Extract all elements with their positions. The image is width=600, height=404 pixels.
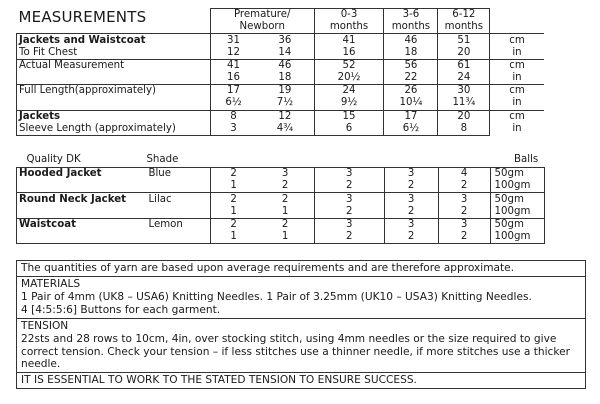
measurement-label: Full Length(approximately) [17,85,211,98]
measurement-unit: in [512,97,522,109]
yarn-row [17,206,587,219]
yarn-ball-count: 3 [384,193,438,206]
yarn-ball-weight: 100gm [490,206,544,219]
measurement-unit: cm [490,85,544,98]
measurement-value: 6½ [384,123,438,136]
yarn-header-row [17,152,587,168]
measurement-value: 18 [384,47,438,60]
measurement-unit: cm [490,110,544,123]
yarn-ball-count: 2 [384,180,438,193]
measurement-label: Jackets [17,110,211,123]
measurement-value: 52 [314,59,384,72]
garment-name: Round Neck Jacket [17,193,147,206]
yarn-row [17,180,587,193]
measurement-value: 4¾ [256,123,314,136]
garment-name [17,206,147,219]
garment-name [17,231,147,244]
measurement-value: 20 [438,110,490,123]
garment-shade: Lemon [146,218,210,231]
yarn-table [16,152,586,244]
materials-section [17,276,585,318]
size-header-6-12-2: months [438,21,490,34]
yarn-ball-count: 3 [384,168,438,181]
measurement-value: 46 [384,34,438,47]
yarn-ball-count: 1 [210,180,256,193]
measurement-label [17,97,211,110]
measurement-value: 15 [314,110,384,123]
yarn-balls-label: Balls [514,153,539,165]
measurement-value: 11¾ [438,97,490,110]
yarn-ball-count: 2 [210,168,256,181]
yarn-ball-count: 3 [438,193,490,206]
yarn-row [17,193,587,206]
measurement-value: 6 [314,123,384,136]
size-header-premature-2: Newborn [210,21,314,34]
measurement-value: 46 [256,59,314,72]
yarn-row [17,168,587,181]
measurement-value: 51 [438,34,490,47]
tension-section [17,318,585,373]
measurement-value: 20 [438,47,490,60]
yarn-ball-count: 3 [384,218,438,231]
yarn-ball-count: 3 [256,168,314,181]
materials-line-1: 1 Pair of 4mm (UK8 – USA6) Knitting Needles. 1 Pair of 3.25mm (UK10 – USA3) Knitting Needles. [21,290,532,303]
garment-name: Waistcoat [17,218,147,231]
notes-box [16,260,586,389]
yarn-ball-count: 2 [281,180,289,192]
measurement-value: 36 [256,34,314,47]
yarn-ball-count: 3 [314,193,384,206]
size-header-0-3-2: months [314,21,384,34]
measurement-row [17,59,586,72]
measurements-table [16,8,586,136]
size-header-0-3: 0-3 [314,9,384,22]
size-header-premature: Premature/ [210,9,314,22]
measurement-value: 7½ [276,97,294,109]
yarn-ball-count: 2 [384,206,438,219]
measurement-row [17,123,586,136]
yarn-shade-label: Shade [146,153,179,165]
yarn-ball-count: 1 [281,205,289,217]
yarn-ball-count: 2 [438,206,490,219]
yarn-ball-count: 3 [314,218,384,231]
yarn-ball-count: 2 [314,180,384,193]
yarn-ball-count: 3 [314,168,384,181]
yarn-ball-count: 2 [384,231,438,244]
measurement-value: 3 [210,123,256,136]
quantities-note [17,261,585,276]
measurement-value: 19 [256,85,314,98]
yarn-row [17,218,587,231]
measurement-value: 16 [314,47,384,60]
size-header-3-6: 3-6 [384,9,438,22]
yarn-ball-weight: 100gm [490,231,544,244]
measurement-value: 6½ [210,97,256,110]
garment-shade: Lilac [146,193,210,206]
yarn-ball-count: 1 [210,231,256,244]
yarn-ball-count: 2 [210,193,256,206]
measurement-label: Sleeve Length (approximately) [17,123,211,136]
measurement-row [17,47,586,60]
measurement-unit: in [512,46,522,58]
measurement-value: 14 [278,46,292,58]
measurement-value: 56 [384,59,438,72]
garment-shade: Blue [146,168,210,181]
yarn-ball-count: 2 [438,180,490,193]
measurement-label: To Fit Chest [17,47,211,60]
garment-shade [146,206,210,219]
measurement-value: 24 [314,85,384,98]
materials-heading: MATERIALS [21,277,81,290]
garment-shade [146,180,210,193]
measurement-value: 12 [256,110,314,123]
measurement-value: 41 [210,59,256,72]
yarn-ball-count: 2 [256,218,314,231]
yarn-ball-count: 1 [210,206,256,219]
measurements-title: MEASUREMENTS [18,7,147,26]
measurement-label: Jackets and Waistcoat [17,34,211,47]
yarn-ball-count: 1 [256,231,314,244]
yarn-ball-weight: 50gm [490,218,544,231]
yarn-ball-weight: 50gm [490,168,544,181]
measurement-unit: cm [490,34,544,47]
measurement-value: 22 [384,72,438,85]
measurement-unit: in [512,72,522,84]
measurement-value: 31 [210,34,256,47]
yarn-ball-count: 3 [438,218,490,231]
yarn-ball-count: 2 [314,231,384,244]
measurement-row [17,97,586,110]
measurement-value: 41 [314,34,384,47]
essential-note [17,372,585,388]
garment-shade [146,231,210,244]
measurement-value: 20½ [314,72,384,85]
yarn-ball-count: 4 [438,168,490,181]
measurement-value: 12 [210,47,256,60]
essential-text: IT IS ESSENTIAL TO WORK TO THE STATED TENSION TO ENSURE SUCCESS. [21,374,417,387]
measurement-row [17,85,586,98]
materials-line-2: 4 [4:5:5:6] Buttons for each garment. [21,303,221,316]
measurement-value: 30 [438,85,490,98]
yarn-row [17,231,587,244]
yarn-quality-label: Quality DK [26,153,81,165]
yarn-ball-count: 2 [314,206,384,219]
measurement-unit: cm [490,59,544,72]
measurement-label [17,72,211,85]
yarn-ball-weight: 100gm [490,180,544,193]
garment-name: Hooded Jacket [17,168,147,181]
measurement-row [17,72,586,85]
measurement-value: 9½ [314,97,384,110]
size-header-row [17,9,586,22]
tension-text: 22sts and 28 rows to 10cm, 4in, over stocking stitch, using 4mm needles or the size required to give correct tension. Check your tension – if less stitches use a thinner needle, if more stitches use a thicker needle. [21,332,571,371]
garment-name [17,180,147,193]
yarn-ball-count: 2 [438,231,490,244]
measurement-value: 26 [384,85,438,98]
measurement-value: 16 [210,72,256,85]
measurement-unit: in [512,123,522,135]
measurement-value: 61 [438,59,490,72]
yarn-ball-weight: 50gm [490,193,544,206]
measurement-value: 17 [210,85,256,98]
measurement-label: Actual Measurement [17,59,211,72]
tension-heading: TENSION [21,319,69,332]
measurement-value: 17 [384,110,438,123]
measurement-value: 8 [438,123,490,136]
measurement-value: 8 [210,110,256,123]
measurement-row [17,34,586,47]
yarn-ball-count: 2 [210,218,256,231]
measurement-value: 18 [278,72,292,84]
measurement-value: 10¼ [384,97,438,110]
measurement-value: 24 [438,72,490,85]
size-header-3-6-2: months [384,21,438,34]
size-header-6-12: 6-12 [438,9,490,22]
measurement-row [17,110,586,123]
yarn-ball-count: 2 [256,193,314,206]
quantities-text: The quantities of yarn are based upon average requirements and are therefore approximate. [21,262,515,274]
